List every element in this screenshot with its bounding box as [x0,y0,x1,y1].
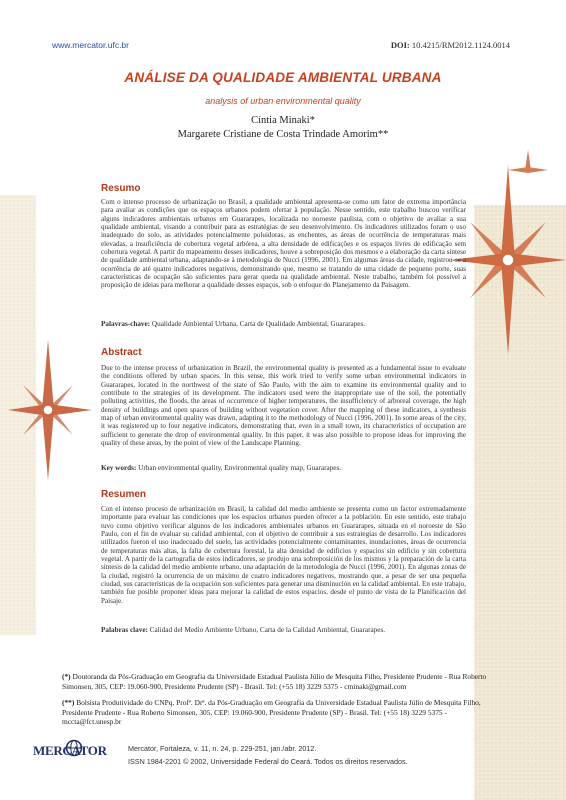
keywords-value: Calidad del Medio Ambiente Urbano, Carta de la Calidad Ambiental, Guararapes. [149,626,386,634]
compass-star-left-icon [8,330,92,490]
section-heading-resumen: Resumen [101,489,147,500]
footnote-2 [62,698,504,727]
author-1: Cíntia Minaki* [251,115,315,126]
article-title: ANÁLISE DA QUALIDADE AMBIENTAL URBANA [124,70,442,85]
footnote-1 [62,672,504,691]
section-body-abstract: Due to the intense process of urbanization in Brazil, the environmental quality is presented as a fundamental issue to evaluate the conditions offered by urban spaces. In this sense, this work tried to verify some urban environmental indicators in Guararapes, located in the northwest of the state of São Paulo, with the aim to examine its environmental quality and to contribute to the strategies of its development. The indicators used were the inappropriate use of the soil, the potentially polluting activities, the floods, the areas of occurrence of higher temperatures, the insufficiency of arboreal coverage, the high density of buildings and open spaces of building without vegetation cover. After the mapping of these indicators, a synthesis map of urban environmental quality was drawn, adapting it to the methodology of Nucci (1996, 2001). In some areas of the city, it was registered up to four negative indicators, demonstrating that, even in a small town, its characteristics of occupation are sufficient to generate the drop of environmental quality. In this paper, it was also possible to propose ideas for improving the quality of these areas, by the point of view of the Landscape Planning. [101,364,466,448]
article-subtitle: analysis of urban environmental quality [205,96,361,106]
section-heading-resumo: Resumo [101,183,141,194]
footnote-text: Bolsista Produtividade do CNPq, Profª. Drª. da Pós-Graduação em Geografia da Universidade Estadual Paulista Júlio de Mesquita Filho, Presidente Prudente - Rua Roberto Simonsen, 305, CEP: 19.060-900, Presidente Prudente (SP) - Brasil. Tel: (+55 18) 3229 5375 - mccta@fct.unesp.br [62,698,481,727]
section-body-resumo: Com o intenso processo de urbanização no Brasil, a qualidade ambiental apresenta-se como um fator de extrema importância para avaliar as condições que os espaços urbanos podem ofertar à população. Nesse sentido, este trabalho buscou verificar alguns indicadores ambientais urbanos em Guararapes, localizada no noroeste paulista, com o objetivo de avaliar a sua qualidade ambiental, visando a contribuir para as estratégias de seu desenvolvimento. Os indicadores utilizados foram o uso inadequado do solo, as atividades potencialmente poluidoras, as enchentes, as áreas de ocorrência de temperaturas mais elevadas, a insuficiência de cobertura vegetal arbórea, a alta densidade de edificações e os espaços livres de edificação sem cobertura vegetal. A partir do mapeamento desses indicadores, houve a sobreposição dos mesmos e a elaboração da carta síntese de qualidade ambiental urbana, adaptando-se à metodologia de Nucci (1996, 2001). Em algumas áreas da cidade, registrou-se a ocorrência de até quatro indicadores negativos, demonstrando que, mesmo se tratando de uma cidade de pequeno porte, suas características de ocupação são suficientes para gerar queda na qualidade ambiental. Neste trabalho, também foi possível a proposição de ideias para melhorar a qualidade desses espaços, sob o enfoque do Planejamento da Paisagem. [101,198,466,290]
journal-issn: ISSN 1984-2201 © 2002, Universidade Federal do Ceará. Todos os direitos reservados. [128,757,408,766]
compass-star-top-right-icon [498,150,558,190]
journal-citation: Mercator, Fortaleza, v. 11, n. 24, p. 229-251, jan./abr. 2012. [128,744,317,753]
journal-url-link[interactable]: www.mercator.ufc.br [52,40,129,50]
doi-value[interactable]: 10.4215/RM2012.1124.0014 [411,40,510,50]
keywords-label: Palavras-chave: [101,320,151,328]
section-body-resumen: Con el intenso proceso de urbanización en Brasil, la calidad del medio ambiente se presenta como un factor extremadamente importante para evaluar las condiciones que los espacios urbanos pueden ofrecer a la población. En este sentido, este trabajo tuvo como objetivo verificar algunos de los indicadores ambientales urbanos en Guararapes, situada en el noroeste de São Paulo, con el fin de evaluar su calidad ambiental, con el objetivo de contribuir a sus estrategias de desarrollo. Los indicadores utilizados fueron el uso inadecuado del suelo, las actividades potencialmente contaminantes, inundaciones, áreas de ocurrencia de temperaturas más altas, la falta de cobertura forestal, la alta densidad de edificios y espacios sin edificio y sin cobertura vegetal. A partir de la cartografía de estos indicadores, se produjo una sobreposición de los mismos y la preparación de la carta síntesis de la calidad del medio ambiente urbano, una adaptación de la metodología de Nucci (1996, 2001). En algunas zonas de la ciudad, registró la ocurrencia de un máximo de cuatro indicadores negativos, mostrando que, a pesar de ser una pequeña ciudad, sus características de la ocupación son suficientes para generar una disminución en la calidad ambiental. En este trabajo, también fue posible proponer ideas para mejorar la calidad de estos espacios, desde el punto de vista de la Planificación del Paisaje. [101,505,466,605]
keywords-resumen [101,626,481,635]
author-2: Margarete Cristiane de Costa Trindade Amorim** [177,129,389,140]
footnote-text: Doutoranda da Pós-Graduação em Geografia da Universidade Estadual Paulista Júlio de Mesquita Filho, Presidente Prudente - Rua Roberto Simonsen, 305, CEP: 19.060-900, Presidente Prudente (SP) - Brasil. Tel: (+55 18) 3229 5375 - cminaki@gmail.com [62,672,487,691]
keywords-value: Urban environmental quality, Environmental quality map, Guararapes. [138,464,342,472]
keywords-value: Qualidade Ambiental Urbana, Carta de Qualidade Ambiental, Guararapes. [151,320,366,328]
keywords-label: Palabras clave: [101,626,148,634]
section-heading-abstract: Abstract [101,347,142,358]
logo-text: MERCATOR [33,743,107,758]
keywords-abstract [101,464,481,473]
mercator-logo [33,743,107,759]
footnote-marker: (**) [62,698,75,707]
keywords-resumo [101,320,481,329]
doi-prefix: DOI: [390,40,410,50]
footnote-marker: (*) [62,672,71,681]
doi-label [391,40,510,50]
compass-star-right-icon [450,160,566,360]
keywords-label: Key words: [101,464,137,472]
